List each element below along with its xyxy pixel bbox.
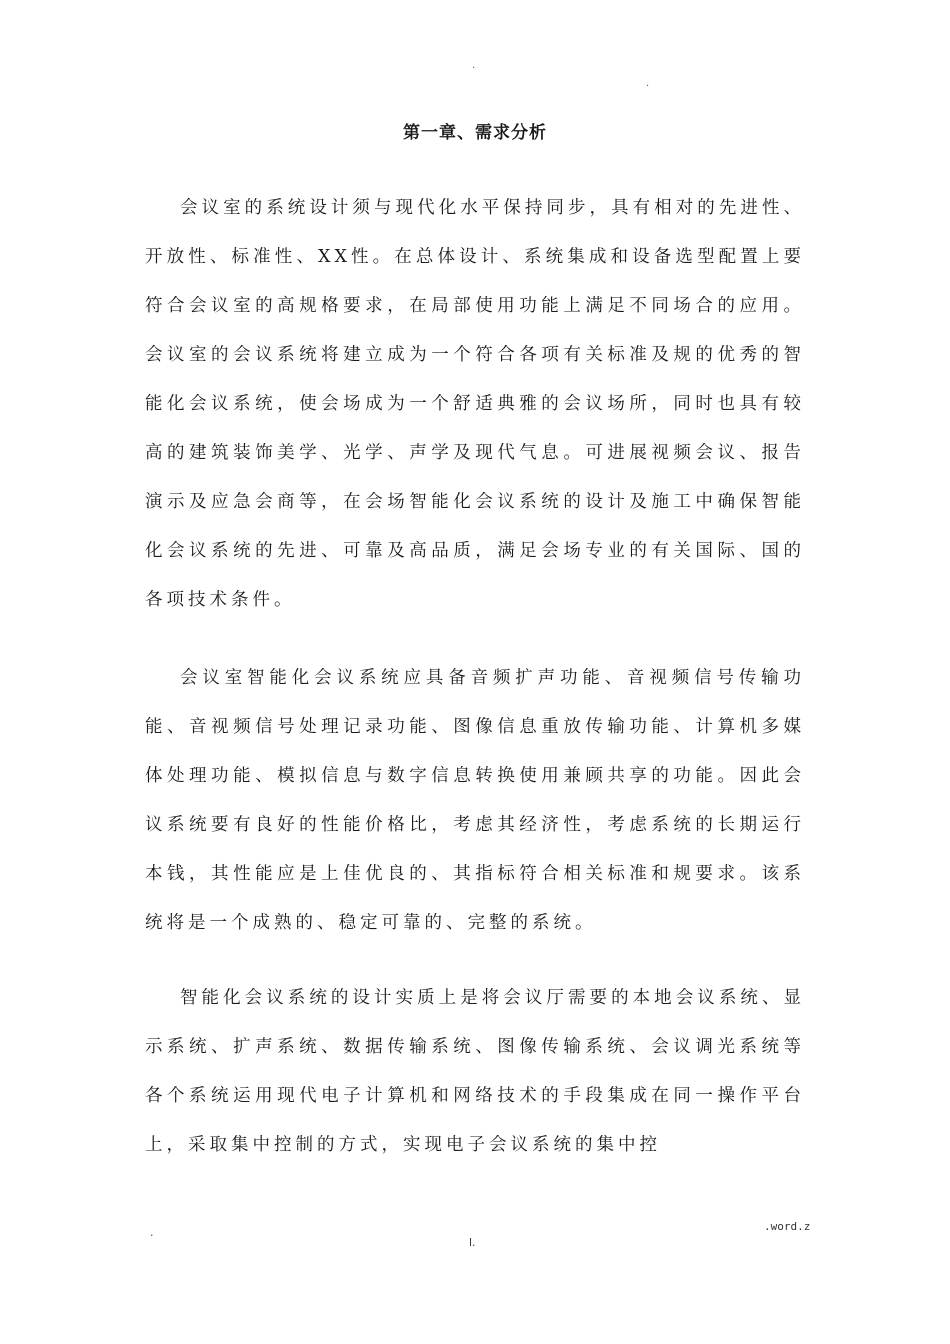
footer-watermark: .word.z xyxy=(764,1220,811,1233)
chapter-title: 第一章、需求分析 xyxy=(403,123,547,143)
body-paragraph: 会议室的系统设计须与现代化水平保持同步，具有相对的先进性、开放性、标准性、XX性。在总体设计、系统集成和设备选型配置上要符合会议室的高规格要求，在局部使用功能上满足不同场合的应用。会议室的会议系统将建立成为一个符合各项有关标准及规的优秀的智能化会议系统，使会场成为一个舒适典雅的会议场所，同时也具有较高的建筑装饰美学、光学、声学及现代气息。可进展视频会议、报告演示及应急会商等，在会场智能化会议系统的设计及施工中确保智能化会议系统的先进、可靠及高品质，满足会场专业的有关国际、国的各项技术条件。 xyxy=(145,198,805,610)
body-paragraph: 会议室智能化会议系统应具备音频扩声功能、音视频信号传输功能、音视频信号处理记录功能、图像信息重放传输功能、计算机多媒体处理功能、模拟信息与数字信息转换使用兼顾共享的功能。因此会议系统要有良好的性能价格比，考虑其经济性，考虑系统的长期运行本钱，其性能应是上佳优良的、其指标符合相关标准和规要求。该系统将是一个成熟的、稳定可靠的、完整的系统。 xyxy=(145,668,805,933)
body-paragraph: 智能化会议系统的设计实质上是将会议厅需要的本地会议系统、显示系统、扩声系统、数据传输系统、图像传输系统、会议调光系统等各个系统运用现代电子计算机和网络技术的手段集成在同一操作平台上，采取集中控制的方式，实现电子会议系统的集中控 xyxy=(145,988,805,1155)
header-mark: . xyxy=(472,60,476,71)
header-mark: . xyxy=(646,78,650,89)
page-number: l. xyxy=(469,1236,476,1249)
footer-mark: . xyxy=(150,1226,154,1239)
